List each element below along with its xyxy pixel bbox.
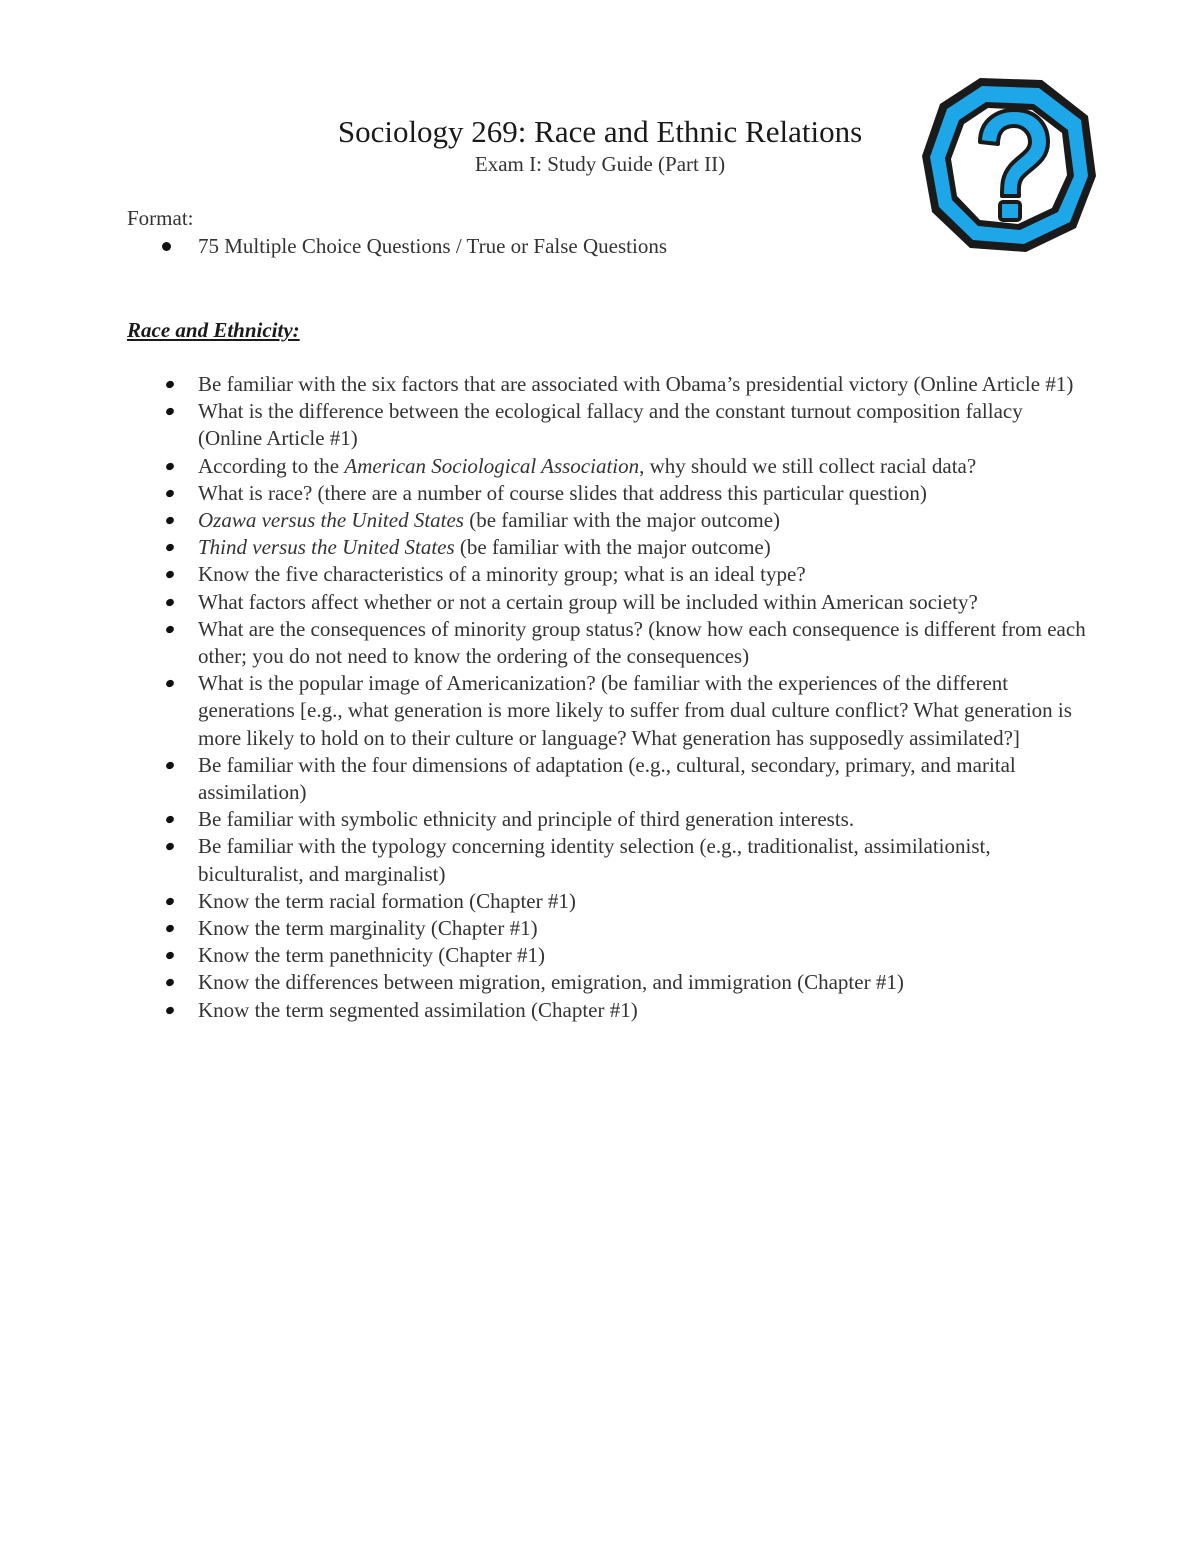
list-item bbox=[127, 997, 1087, 1024]
list-item bbox=[127, 833, 1087, 887]
bullet-icon bbox=[165, 978, 175, 988]
list-item bbox=[127, 507, 1087, 534]
list-item-text: , why should we still collect racial data? bbox=[639, 453, 977, 478]
section-heading: Race and Ethnicity: bbox=[127, 318, 300, 342]
list-item-text: Thind versus the United States bbox=[198, 535, 455, 560]
list-item bbox=[127, 752, 1087, 806]
list-item-text: American Sociological Association bbox=[344, 453, 640, 478]
bullet-icon bbox=[165, 461, 175, 471]
bullet-icon bbox=[165, 570, 175, 580]
list-item bbox=[127, 561, 1087, 588]
bullet-icon bbox=[165, 380, 175, 390]
list-item-text: Be familiar with the four dimensions of adaptation (e.g., cultural, secondary, primary, and marital assimilation) bbox=[198, 752, 1016, 805]
list-item-text: (be familiar with the major outcome) bbox=[454, 535, 771, 560]
study-items-list bbox=[127, 371, 1087, 1024]
list-item-text: Ozawa versus the United States bbox=[198, 508, 464, 533]
list-item-text: (be familiar with the major outcome) bbox=[463, 508, 781, 533]
list-item bbox=[127, 616, 1087, 670]
format-item bbox=[127, 232, 667, 260]
bullet-icon bbox=[162, 242, 171, 251]
bullet-icon bbox=[165, 624, 175, 634]
list-item-text: What are the consequences of minority group status? (know how each consequence is different from each other; you do not need to know the ordering of the consequences) bbox=[198, 616, 1086, 669]
bullet-icon bbox=[165, 760, 175, 770]
list-item bbox=[127, 888, 1087, 915]
bullet-icon bbox=[165, 815, 175, 825]
bullet-icon bbox=[165, 842, 175, 852]
bullet-icon bbox=[165, 924, 175, 934]
list-item-text: Know the term segmented assimilation (Chapter #1) bbox=[198, 997, 638, 1022]
list-item bbox=[127, 480, 1087, 507]
list-item-text: According to the bbox=[198, 453, 345, 478]
bullet-icon bbox=[165, 516, 175, 526]
list-item bbox=[127, 398, 1087, 452]
list-item bbox=[127, 806, 1087, 833]
list-item bbox=[127, 371, 1087, 398]
bullet-icon bbox=[165, 488, 175, 498]
list-item-text: What factors affect whether or not a certain group will be included within American society? bbox=[198, 589, 978, 614]
bullet-icon bbox=[165, 1005, 175, 1015]
format-label: Format: bbox=[127, 206, 194, 230]
list-item-text: Know the five characteristics of a minority group; what is an ideal type? bbox=[198, 562, 806, 587]
list-item-text: Be familiar with the typology concerning identity selection (e.g., traditionalist, assimilationist, biculturalist, and marginalist) bbox=[198, 834, 991, 886]
list-item bbox=[127, 915, 1087, 942]
list-item-text: Know the term racial formation (Chapter #1) bbox=[198, 888, 576, 913]
bullet-icon bbox=[165, 951, 175, 961]
question-mark-icon bbox=[918, 72, 1102, 256]
list-item bbox=[127, 534, 1087, 561]
document-subtitle: Exam I: Study Guide (Part II) bbox=[474, 152, 726, 176]
bullet-icon bbox=[165, 407, 175, 417]
document-title: Sociology 269: Race and Ethnic Relations bbox=[337, 114, 863, 149]
bullet-icon bbox=[165, 543, 175, 553]
format-item-text: 75 Multiple Choice Questions / True or False Questions bbox=[198, 234, 667, 258]
list-item bbox=[127, 453, 1087, 480]
bullet-icon bbox=[165, 896, 175, 906]
bullet-icon bbox=[165, 679, 175, 689]
list-item-text: What is race? (there are a number of course slides that address this particular question) bbox=[198, 480, 927, 505]
bullet-icon bbox=[165, 597, 175, 607]
list-item-text: Be familiar with symbolic ethnicity and principle of third generation interests. bbox=[198, 807, 855, 832]
format-list bbox=[127, 232, 667, 260]
list-item bbox=[127, 942, 1087, 969]
list-item-text: What is the difference between the ecological fallacy and the constant turnout composition fallacy (Online Article #1) bbox=[198, 399, 1023, 451]
list-item bbox=[127, 589, 1087, 616]
list-item-text: Be familiar with the six factors that are associated with Obama’s presidential victory (Online Article #1) bbox=[198, 372, 1074, 396]
list-item-text: Know the term marginality (Chapter #1) bbox=[198, 916, 538, 941]
list-item-text: Know the differences between migration, emigration, and immigration (Chapter #1) bbox=[198, 970, 904, 995]
list-item-text: Know the term panethnicity (Chapter #1) bbox=[198, 943, 545, 968]
list-item bbox=[127, 969, 1087, 996]
list-item-text: What is the popular image of Americanization? (be familiar with the experiences of the different generations [e.g., what generation is more likely to suffer from dual culture conflict? What generation is more likely to hold on to their culture or language? What generation has supposedly assimilated?] bbox=[198, 671, 1072, 750]
list-item bbox=[127, 670, 1087, 752]
